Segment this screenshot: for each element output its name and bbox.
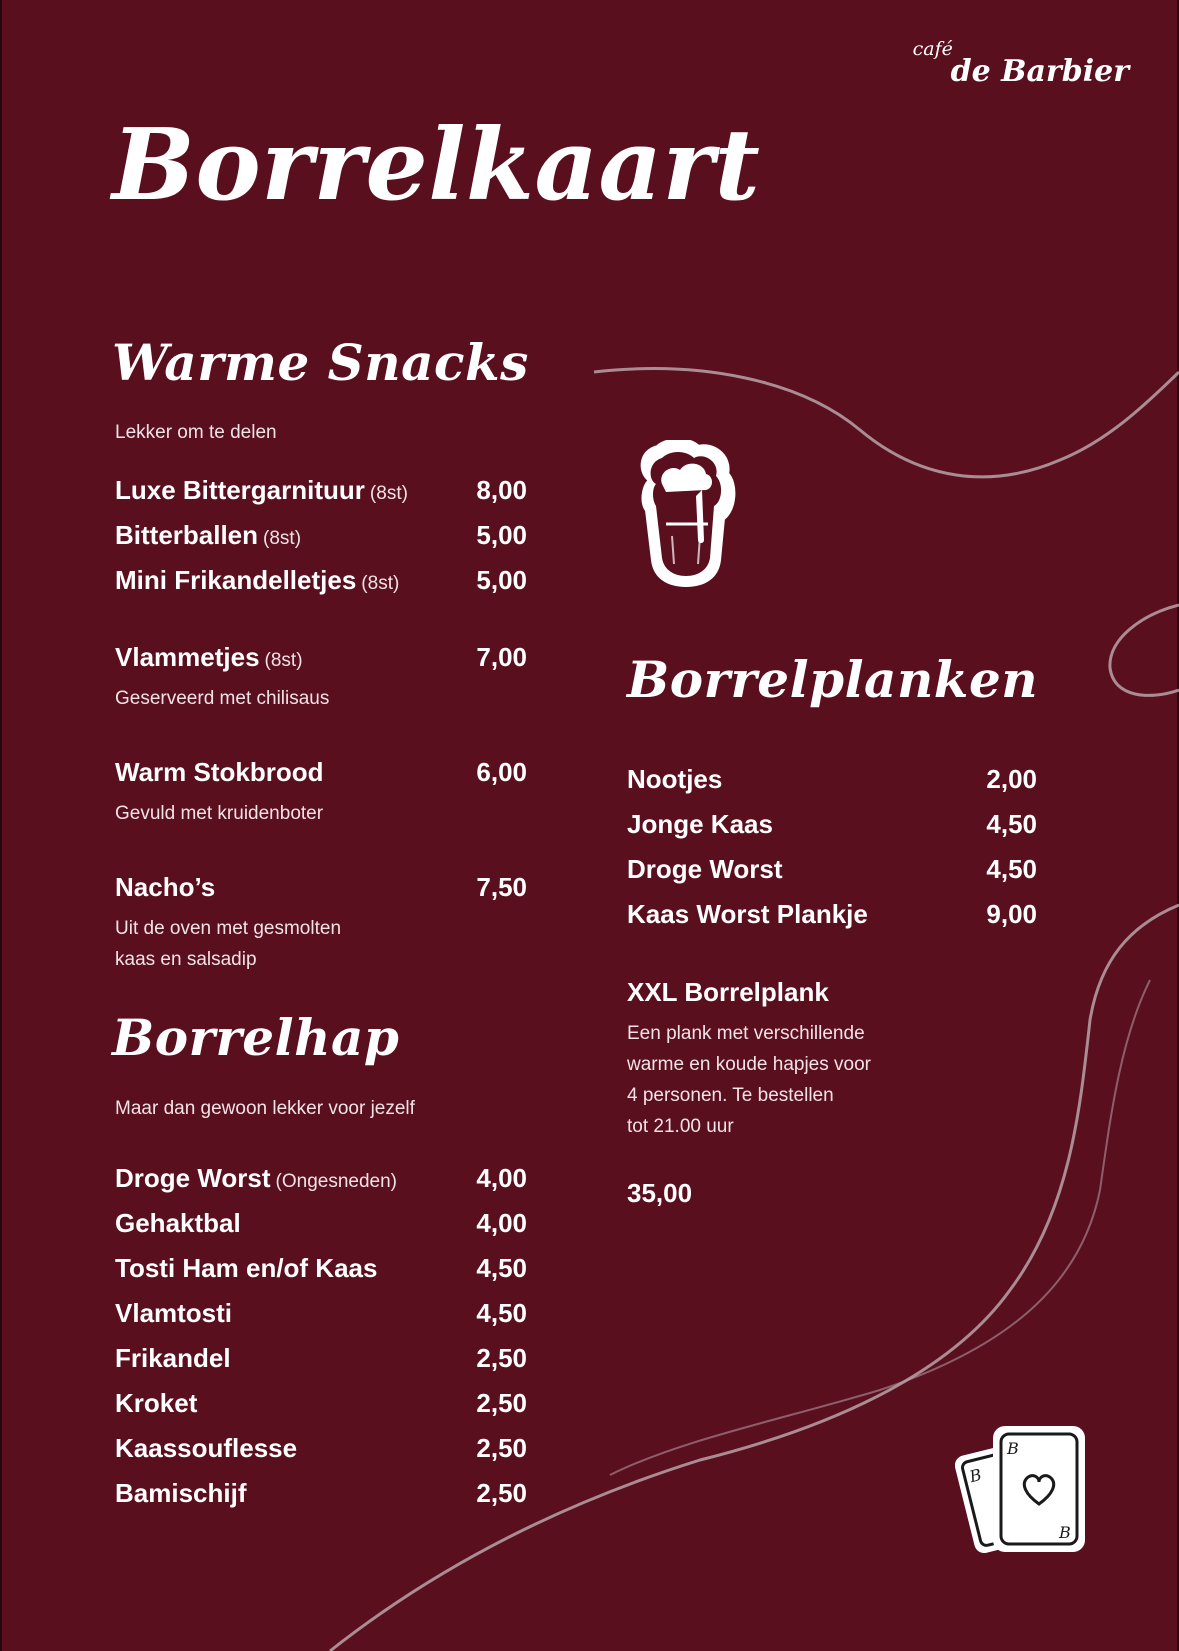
item-price: 9,00: [986, 899, 1037, 929]
svg-text:B: B: [967, 1464, 984, 1487]
menu-item: [627, 809, 1037, 840]
menu-item: [115, 565, 527, 596]
item-name: Nootjes: [627, 764, 723, 794]
item-note: (8st): [264, 650, 303, 671]
page-title: Borrelkaart: [112, 108, 761, 223]
item-name: Kroket: [115, 1388, 198, 1418]
item-name: XXL Borrelplank: [627, 977, 829, 1007]
menu-item: [115, 1388, 527, 1419]
item-name: Warm Stokbrood: [115, 757, 324, 787]
warme-snacks-title: Warme Snacks: [112, 333, 529, 392]
item-note: (8st): [263, 528, 302, 549]
item-description-line: warme en koude hapjes voor: [627, 1054, 871, 1075]
item-price: 4,00: [476, 1163, 527, 1193]
item-name-wrap: [115, 520, 301, 551]
item-note: (8st): [369, 483, 408, 504]
item-price: 4,50: [476, 1298, 527, 1328]
menu-item: [115, 757, 527, 788]
menu-item: [115, 1433, 527, 1464]
item-name-wrap: [115, 642, 303, 673]
item-description-line: Een plank met verschillende: [627, 1023, 865, 1044]
item-name: Droge Worst: [115, 1163, 271, 1193]
borrelhap-title: Borrelhap: [112, 1008, 400, 1067]
item-name: Tosti Ham en/of Kaas: [115, 1253, 378, 1283]
xxl-borrelplank-description: [627, 1018, 871, 1142]
item-name: Jonge Kaas: [627, 809, 773, 839]
item-price: 2,50: [476, 1478, 527, 1508]
item-price: 4,00: [476, 1208, 527, 1238]
item-name: Bitterballen: [115, 520, 259, 550]
item-price: 2,50: [476, 1433, 527, 1463]
item-description-line: tot 21.00 uur: [627, 1116, 734, 1137]
item-name: Droge Worst: [627, 854, 783, 884]
item-name: Frikandel: [115, 1343, 231, 1373]
item-name: Gehaktbal: [115, 1208, 241, 1238]
item-description-line: Uit de oven met gesmolten: [115, 918, 342, 939]
svg-text:B: B: [1059, 1523, 1071, 1542]
item-price: 2,50: [476, 1388, 527, 1418]
menu-item: [115, 1163, 527, 1194]
xxl-borrelplank-price: 35,00: [627, 1178, 693, 1208]
item-name: Vlammetjes: [115, 642, 260, 672]
menu-item: [115, 1253, 527, 1284]
brand-logo: [912, 38, 1129, 89]
item-description: Geserveerd met chilisaus: [115, 688, 330, 709]
item-price: 7,50: [476, 872, 527, 902]
item-name: Bamischijf: [115, 1478, 247, 1508]
brand-small-text: café: [912, 38, 953, 60]
menu-item: [115, 1208, 527, 1239]
item-price: 2,50: [476, 1343, 527, 1373]
menu-item: [115, 520, 527, 551]
menu-item: [627, 854, 1037, 885]
menu-item: [115, 642, 527, 673]
item-price: 5,00: [476, 565, 527, 595]
item-name: Nacho’s: [115, 872, 216, 902]
item-price: 7,00: [476, 642, 527, 672]
item-price: 4,50: [986, 854, 1037, 884]
item-note: (8st): [361, 573, 400, 594]
xxl-borrelplank-name: [627, 977, 829, 1008]
item-description-line: kaas en salsadip: [115, 949, 257, 970]
menu-item: [115, 475, 527, 506]
item-name: Kaassouflesse: [115, 1433, 298, 1463]
menu-item: [115, 872, 527, 903]
playing-cards-icon: [955, 1418, 1095, 1578]
menu-item: [115, 1298, 527, 1329]
item-name: Mini Frikandelletjes: [115, 565, 357, 595]
item-price: 5,00: [476, 520, 527, 550]
beer-mug-icon: [632, 440, 742, 588]
item-name-wrap: [115, 1163, 397, 1194]
svg-text:B: B: [1007, 1439, 1019, 1458]
warme-snacks-subtitle: Lekker om te delen: [115, 422, 277, 443]
item-description-line: 4 personen. Te bestellen: [627, 1085, 834, 1106]
menu-item: [627, 899, 1037, 930]
item-name-wrap: [115, 475, 408, 506]
brand-name: de Barbier: [950, 54, 1129, 89]
item-price: 4,50: [986, 809, 1037, 839]
item-note: (Ongesneden): [275, 1171, 397, 1192]
menu-item: [115, 1343, 527, 1374]
item-description: [115, 913, 341, 975]
item-name: Kaas Worst Plankje: [627, 899, 868, 929]
item-price: 8,00: [476, 475, 527, 505]
item-name: Luxe Bittergarnituur: [115, 475, 365, 505]
item-name: Vlamtosti: [115, 1298, 233, 1328]
item-price: 4,50: [476, 1253, 527, 1283]
borrelplanken-title: Borrelplanken: [627, 650, 1039, 709]
menu-item: [627, 764, 1037, 795]
item-name-wrap: [115, 565, 399, 596]
menu-item: [115, 1478, 527, 1509]
item-price: 2,00: [986, 764, 1037, 794]
item-price: 6,00: [476, 757, 527, 787]
borrelhap-subtitle: Maar dan gewoon lekker voor jezelf: [115, 1098, 415, 1119]
item-description: Gevuld met kruidenboter: [115, 803, 324, 824]
